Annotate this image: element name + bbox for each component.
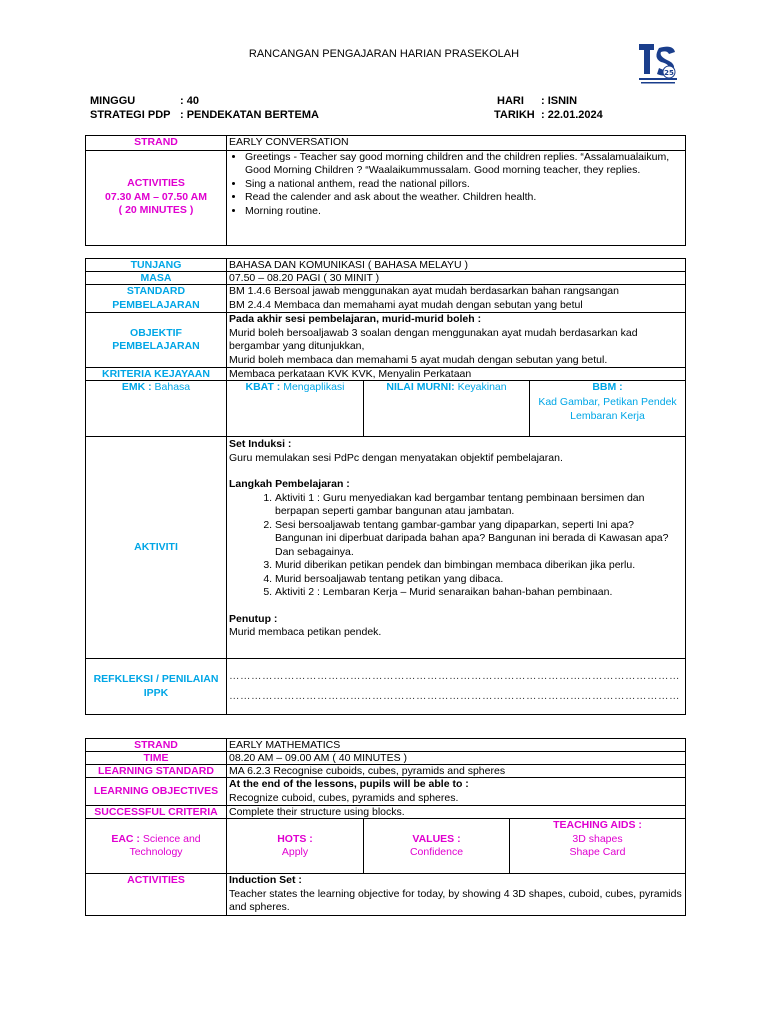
standard-line: BM 2.4.4 Membaca dan memahami ayat mudah dengan sebutan yang betul	[229, 298, 583, 311]
svg-text:25: 25	[664, 69, 674, 77]
refleksi-cell	[227, 659, 686, 715]
time-value: 08.20 AM – 09.00 AM ( 40 MINUTES )	[227, 752, 686, 765]
list-item: • Greetings - Teacher say good morning children and the children replies. “Assalamualaikum, Good Morning Children ? “Waalaikummussalam. Good morning teacher, they replies.	[245, 151, 683, 178]
lo-cell	[227, 778, 686, 806]
strategi-label: STRATEGI PDP	[90, 109, 171, 121]
eac-cell	[86, 819, 227, 874]
minggu-label: MINGGU	[90, 95, 136, 107]
bahasa-melayu-table	[85, 258, 686, 715]
strand-label: STRAND	[86, 739, 227, 752]
early-mathematics-table	[85, 738, 686, 916]
tunjang-value: BAHASA DAN KOMUNIKASI ( BAHASA MELAYU )	[227, 259, 686, 272]
bbm-cell	[530, 381, 686, 437]
refleksi-label: REFKLEKSI / PENILAIAN IPPK	[86, 659, 227, 715]
strand-value: EARLY CONVERSATION	[227, 136, 686, 151]
objektif-line: Murid boleh bersoaljawab 3 soalan dengan menggunakan ayat mudah berdasarkan kad bergambar yang ditunjukkan,	[229, 326, 638, 352]
list-item: 1. Aktiviti 1 : Guru menyediakan kad bergambar tentang pembinaan bersimen dan berpapan seperti gambar bangunan atau jambatan.	[275, 492, 683, 519]
lo-label: LEARNING OBJECTIVES	[86, 778, 227, 806]
hots-label: HOTS :	[277, 832, 313, 845]
minggu-value: : 40	[180, 95, 199, 107]
emk-value: Bahasa	[154, 381, 191, 393]
aktiviti-cell	[227, 437, 686, 659]
set-induksi-text: Guru memulakan sesi PdPc dengan menyatakan objektif pembelajaran.	[229, 451, 563, 464]
list-item: 3. Murid diberikan petikan pendek dan bimbingan membaca diberikan jika perlu.	[275, 559, 683, 573]
nilai-value: Keyakinan	[457, 381, 507, 393]
objektif-line: Murid boleh membaca dan memahami 5 ayat mudah dengan sebutan yang betul.	[229, 353, 608, 366]
hari-label: HARI	[497, 95, 524, 107]
early-conversation-table	[85, 135, 686, 246]
document-title: RANCANGAN PENGAJARAN HARIAN PRASEKOLAH	[248, 48, 520, 60]
activities-cell	[227, 874, 686, 916]
objektif-intro: Pada akhir sesi pembelajaran, murid-murid boleh :	[229, 313, 482, 325]
activities-time: 07.30 AM – 07.50 AM	[105, 190, 207, 203]
penutup-title: Penutup :	[229, 612, 278, 625]
lo-intro: At the end of the lessons, pupils will be able to :	[229, 778, 469, 790]
standard-cell	[227, 285, 686, 313]
standard-label: STANDARD PEMBELAJARAN	[86, 285, 227, 313]
tarikh-value: : 22.01.2024	[541, 109, 603, 121]
time-label: TIME	[86, 752, 227, 765]
emk-cell	[86, 381, 227, 437]
induction-title: Induction Set :	[229, 874, 302, 886]
tarikh-label: TARIKH	[494, 109, 535, 121]
tunjang-label: TUNJANG	[86, 259, 227, 272]
refleksi-line: ……………………………………………………………………………………………………………	[229, 670, 680, 682]
ts25-logo	[637, 42, 679, 88]
masa-label: MASA	[86, 272, 227, 285]
nilai-cell	[364, 381, 530, 437]
hots-value: Apply	[281, 846, 309, 858]
kbat-label: KBAT :	[245, 381, 281, 393]
kbat-cell	[227, 381, 364, 437]
eac-value: Science and Technology	[129, 832, 201, 858]
set-induksi-title: Set Induksi :	[229, 438, 292, 450]
emk-label: EMK :	[121, 381, 152, 393]
bbm-value: Kad Gambar, Petikan Pendek Lembaran Kerja	[538, 395, 677, 422]
list-item: 2. Sesi bersoaljawab tentang gambar-gambar yang dipaparkan, seperti Ini apa? Bangunan ini diperbuat daripada bahan apa? Bangunan ini berada di Kawasan apa? Dan sebagainya.	[275, 519, 683, 560]
ta-label: TEACHING AIDS :	[553, 819, 642, 831]
activities-list-cell	[227, 150, 686, 245]
kriteria-value: Membaca perkataan KVK KVK, Menyalin Perkataan	[227, 368, 686, 381]
aktiviti-label: AKTIVITI	[86, 437, 227, 659]
strategi-value: : PENDEKATAN BERTEMA	[180, 109, 319, 121]
ls-label: LEARNING STANDARD	[86, 765, 227, 778]
kbat-value: Mengaplikasi	[283, 381, 345, 393]
langkah-list	[229, 492, 683, 600]
bbm-label: BBM :	[592, 381, 623, 393]
activities-duration: ( 20 MINUTES )	[118, 204, 194, 217]
lo-value: Recognize cuboid, cubes, pyramids and spheres.	[229, 791, 459, 804]
kriteria-label: KRITERIA KEJAYAAN	[86, 368, 227, 381]
hots-cell	[227, 819, 364, 874]
langkah-title: Langkah Pembelajaran :	[229, 478, 350, 490]
list-item: • Morning routine.	[245, 205, 683, 219]
hari-value: : ISNIN	[541, 95, 578, 107]
list-item: • Sing a national anthem, read the national pillors.	[245, 178, 683, 192]
strand-value: EARLY MATHEMATICS	[227, 739, 686, 752]
nilai-label: NILAI MURNI:	[386, 381, 455, 393]
activities-label: ACTIVITIES	[127, 177, 185, 190]
strand-label: STRAND	[86, 136, 227, 151]
masa-value: 07.50 – 08.20 PAGI ( 30 MINIT )	[227, 272, 686, 285]
list-item: 5. Aktiviti 2 : Lembaran Kerja – Murid senaraikan bahan-bahan pembinaan.	[275, 586, 683, 600]
ta-value: Shape Card	[569, 846, 626, 858]
objektif-label: OBJEKTIF PEMBELAJARAN	[86, 313, 227, 368]
standard-line: BM 1.4.6 Bersoal jawab menggunakan ayat mudah berdasarkan bahan rangsangan	[229, 285, 619, 297]
values-cell	[364, 819, 510, 874]
values-value: Confidence	[409, 846, 464, 858]
ls-value: MA 6.2.3 Recognise cuboids, cubes, pyramids and spheres	[227, 765, 686, 778]
values-label: VALUES :	[412, 832, 461, 845]
refleksi-line: ……………………………………………………………………………………………………………	[229, 689, 680, 702]
penutup-text: Murid membaca petikan pendek.	[229, 626, 382, 638]
sc-value: Complete their structure using blocks.	[227, 806, 686, 819]
eac-label: EAC :	[111, 832, 140, 845]
sc-label: SUCCESSFUL CRITERIA	[86, 806, 227, 819]
ta-cell	[510, 819, 686, 874]
activities-label: ACTIVITIES	[86, 874, 227, 916]
list-item: 4. Murid bersoaljawab tentang petikan yang dibaca.	[275, 573, 683, 587]
objektif-cell	[227, 313, 686, 368]
ta-value: 3D shapes	[572, 832, 623, 845]
list-item: • Read the calender and ask about the weather. Children health.	[245, 191, 683, 205]
induction-text: Teacher states the learning objective for today, by showing 4 3D shapes, cuboid, cubes, pyramids and spheres.	[229, 887, 682, 913]
activities-list	[229, 151, 683, 219]
activities-cell	[86, 150, 227, 245]
